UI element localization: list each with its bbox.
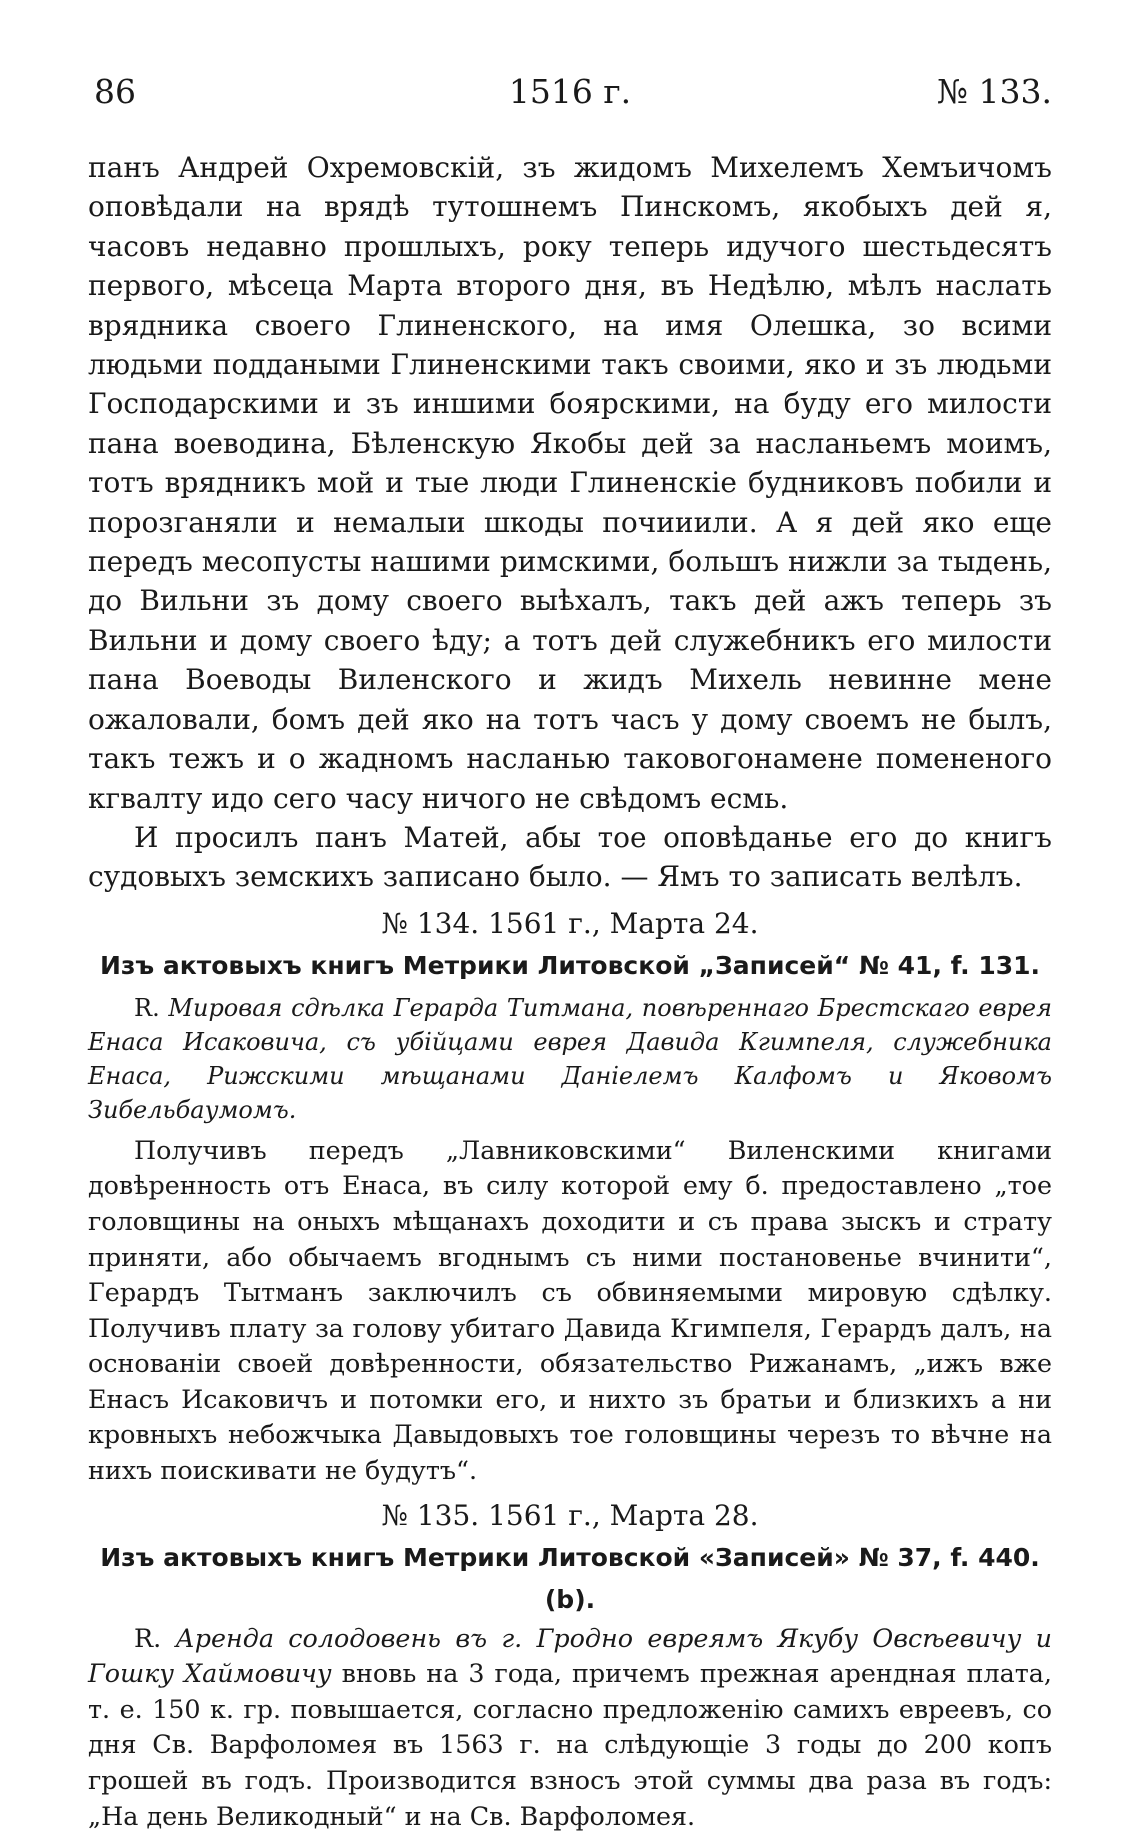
doc133-closing: И просилъ панъ Матей, абы тое оповѣданье его до книгъ судовыхъ земскихъ записано было. — Ямъ то записать велѣлъ.: [88, 820, 1052, 894]
doc134-summary: [88, 991, 1052, 1127]
document-number: № 133.: [936, 72, 1052, 111]
doc134-summary-text: Мировая сдѣлка Герарда Титмана, повѣреннаго Брестскаго еврея Енаса Исаковича, съ убійцами еврея Давида Кгимпеля, служебника Енаса, Рижскими мѣщанами Даніелемъ Калфомъ и Яковомъ Зибельбаумомъ.: [88, 993, 1052, 1124]
doc135-summary-italic: Аренда солодовень въ г. Гродно евреямъ Якубу Овсѣевичу и Гошку Хаймовичу: [88, 1622, 1052, 1689]
page-header: [88, 60, 1052, 120]
page-body: [88, 148, 1052, 1834]
document-page: [88, 60, 1052, 1831]
doc135-title: № 135. 1561 г., Марта 28.: [381, 1498, 759, 1532]
doc135-summary: [88, 1621, 1052, 1834]
doc134-text: Получивъ передъ „Лавниковскими“ Виленскими книгами довѣренность отъ Енаса, въ силу которой ему б. предоставлено „тое головщины на оныхъ мѣщанахъ доходити и съ права зыскъ и страту приняти, або обычаемъ вгоднымъ съ ними постановенье вчинити“, Герардъ Тытманъ заключилъ съ обвиняемыми мировую сдѣлку. Получивъ плату за голову убитаго Давида Кгимпеля, Герардъ далъ, на основаніи своей довѣренности, обязательство Рижанамъ, „ижъ вже Енасъ Исаковичъ и потомки его, и нихто зъ братьи и близкихъ а ни кровныхъ небожчыка Давыдовыхъ тое головщины черезъ то вѣчне на нихъ поискивати не будутъ“.: [88, 1134, 1052, 1486]
running-year: 1516 г.: [508, 72, 632, 111]
page-number: 86: [94, 72, 136, 111]
doc134-source: Изъ актовыхъ книгъ Метрики Литовской „Записей“ № 41, f. 131.: [99, 950, 1041, 980]
doc135-source: Изъ актовыхъ книгъ Метрики Литовской «Записей» № 37, f. 440. (b).: [100, 1542, 1040, 1614]
doc134-summary-prefix: R.: [134, 993, 160, 1022]
doc135-summary-prefix: R.: [134, 1622, 162, 1653]
doc133-main-text: панъ Андрей Охремовскій, зъ жидомъ Михелемъ Хемъичомъ оповѣдали на врядѣ тутошнемъ Пинскомъ, якобыхъ дей я, часовъ недавно прошлыхъ, року теперь идучого шестьдесятъ первого, мѣсеца Марта второго дня, въ Недѣлю, мѣлъ наслать врядника своего Глиненского, на имя Олешка, зо всими людьми поддаными Глиненскими такъ своими, яко и зъ людьми Господарскими и зъ иншими боярскими, на буду его милости пана воеводина, Бѣленскую Якобы дей за насланьемъ моимъ, тотъ врядникъ мой и тые люди Глиненскіе будниковъ побили и порозганяли и немалыи шкоды почииили. А я дей яко еще передъ месопусты нашими римскими, большъ нижли за тыдень, до Вильни зъ дому своего выѣхалъ, такъ дей ажъ теперь зъ Вильни и дому своего ѣду; а тотъ дей служебникъ его милости пана Воеводы Виленского и жидъ Михель невинне мене ожаловали, бомъ дей яко на тотъ часъ у дому своемъ не былъ, такъ тежъ и о жадномъ насланью таковогонамене помененого кгвалту идо сего часу ничого не свѣдомъ есмь.: [88, 151, 1052, 815]
doc135-summary-rest: вновь на 3 года, причемъ прежная арендная плата, т. е. 150 к. гр. повышается, согласно предложенію самихъ евреевъ, со дня Св. Варфоломея въ 1563 г. на слѣдующіе 3 годы до 200 копъ грошей въ годъ. Производится взносъ этой суммы два раза въ годъ: „На день Великодный“ и на Св. Варфоломея.: [88, 1658, 1052, 1831]
doc134-title: № 134. 1561 г., Марта 24.: [381, 906, 759, 940]
